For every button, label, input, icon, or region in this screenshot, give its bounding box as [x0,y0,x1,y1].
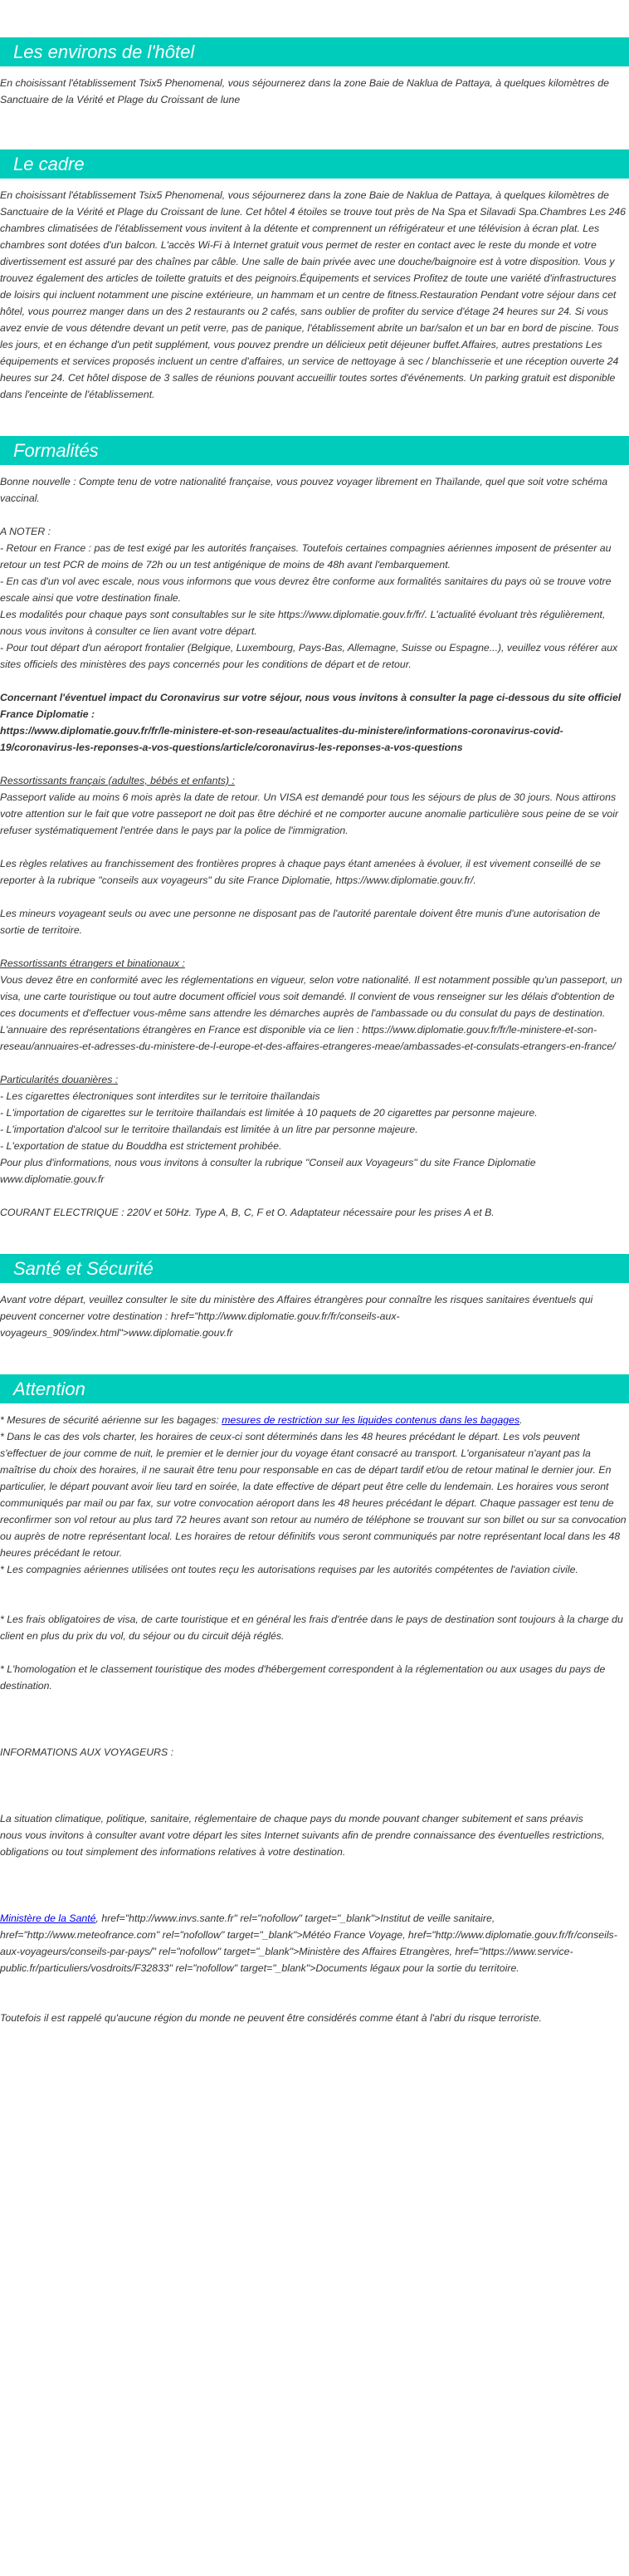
useful-sites-text: , href="http://www.invs.sante.fr" rel="nofollow" target="_blank">Institut de veille sanitaire, href="http://www.meteofrance.com" rel="nofollow" target="_blank">Météo France Voyage, href="http://www.diplomatie.gouv.fr/fr/conseils-aux-voyageurs/conseils-par-pays/" rel="nofollow" target="_blank">Ministère des Affaires Etrangères, href="https://www.service-public.fr/particuliers/vosdroits/F32833" rel="nofollow" target="_blank">Documents légaux pour la sortie du territoire. [0,1912,617,1974]
electric-current-text: COURANT ELECTRIQUE : 220V et 50Hz. Type A, B, C, F et O. Adaptateur nécessaire pour les prises A et B. [0,1207,495,1218]
health-ministry-link[interactable]: Ministère de la Santé [0,1912,96,1924]
fr-nationals-label: Ressortissants français (adultes, bébés et enfants) : [0,775,235,786]
section-header-formalites: Formalités [0,436,629,465]
cadre-section [0,187,629,403]
attention-section [0,1412,629,2026]
environs-text: En choisissant l'établissement Tsix5 Phenomenal, vous séjournerez dans la zone Baie de Naklua de Pattaya, à quelques kilomètres de Sanctuaire de la Vérité et Plage du Croissant de lune [0,77,609,105]
baggage-measures [0,1412,627,1428]
fr-nationals-text: Passeport valide au moins 6 mois après la date de retour. Un VISA est demandé pour tous les séjours de plus de 30 jours. Nous attirons votre attention sur le fait que votre passeport ne doit pas être déchiré et ne comporter aucune anomalie particulière sous peine de se voir refuser systématiquement l'entrée dans le pays par la police de l'immigration. [0,791,619,836]
a-noter-label: A NOTER : [0,526,51,537]
traveler-info-label: INFORMATIONS AUX VOYAGEURS : [0,1746,174,1758]
section-header-cadre: Le cadre [0,149,629,179]
useful-sites [0,1910,627,1976]
situation-text: La situation climatique, politique, sanitaire, réglementaire de chaque pays du monde pouvant changer subitement et sans préavis nous vous invitons à consulter avant votre départ les sites Internet suivants afin de prendre connaissance des éventuelles restrictions, obligations ou tout simplement des informations relatives à votre destination. [0,1813,605,1858]
foreign-nationals-text: Vous devez être en conformité avec les réglementations en vigueur, selon votre nationalité. Il est notamment possible qu'un passeport, un visa, une carte touristique ou tout autre document officiel vous soit demandé. Il convient de vous renseigner sur les délais d'obtention de ces documents et d'effectuer vous-même sans attendre les démarches auprès de l'ambassade ou du consulat du pays de destination. L'annuaire des représentations étrangères en France est disponible via ce lien : https://www.diplomatie.gouv.fr/fr/le-ministere-et-son-reseau/annuaires-et-adresses-du-ministere-de-l-europe-et-des-affaires-etrangeres-meae/ambassades-et-consulats-etrangers-en-france/ [0,974,622,1052]
customs-text: - Les cigarettes électroniques sont interdites sur le territoire thaïlandais - L'importation de cigarettes sur le territoire thaïlandais est limitée à 10 paquets de 20 cigarettes par personne majeure. - L'importation d'alcool sur le territoire thaïlandais est limitée à un litre par personne majeure. - L'exportation de statue du Bouddha est strictement prohibée. Pour plus d'informations, nous vous invitons à consulter la rubrique "Conseil aux Voyageurs" du site France Diplomatie www.diplomatie.gouv.fr [0,1090,538,1185]
minors-text: Les mineurs voyageant seuls ou avec une personne ne disposant pas de l'autorité parentale doivent être munis d'une autorisation de sortie de territoire. [0,908,601,936]
charter-schedule-text: * Dans le cas des vols charter, les horaires de ceux-ci sont déterminés dans les 48 heures précédant le départ. Les vols peuvent s'effectuer de jour comme de nuit, le premier et le dernier jour du voyage étant consacré au transport. L'organisateur n'ayant pas la maîtrise du choix des horaires, il ne saurait être tenu pour responsable en cas de départ tardif et/ou de retour matinal le dernier jour. En particulier, le départ pouvant avoir lieu tard en soirée, la date effective de départ peut être celle du lendemain. Les horaires vous seront communiqués par mail ou par fax, sur votre convocation aéroport dans les 48 heures précédant le départ. Chaque passager est tenu de reconfirmer son vol retour au plus tard 72 heures avant son retour au numéro de téléphone se trouvant sur son billet ou sur sa convocation ou auprès de notre représentant local. Les horaires de retour définitifs vous seront communiqués par notre représentant local dans les 48 heures précédant le retour. * Les compagnies aériennes utilisées ont toutes reçu les autorisations requises par les autorités compétentes de l'aviation civile. [0,1431,627,1575]
baggage-measures-suffix: . [519,1414,523,1426]
section-header-environs: Les environs de l'hôtel [0,37,629,66]
baggage-measures-prefix: * Mesures de sécurité aérienne sur les bagages: [0,1414,222,1426]
sante-text: Avant votre départ, veuillez consulter le site du ministère des Affaires étrangères pour connaître les risques sanitaires éventuels qui peuvent concerner votre destination : href="http://www.diplomatie.gouv.fr/fr/conseils-aux-voyageurs_909/index.html">www.diplomatie.gouv.fr [0,1294,593,1339]
covid-notice: Concernant l'éventuel impact du Coronavirus sur votre séjour, nous vous invitons à consulter la page ci-dessous du site officiel France Diplomatie : https://www.diplomatie.gouv.fr/fr/le-ministere-et-son-reseau/actualites-du-ministere/informations-coronavirus-covid-19/coronavirus-les-reponses-a-vos-questions/article/coronavirus-les-reponses-a-vos-questions [0,692,622,753]
cadre-text: En choisissant l'établissement Tsix5 Phenomenal, vous séjournerez dans la zone Baie de Naklua de Pattaya, à quelques kilomètres de Sanctuaire de la Vérité et Plage du Croissant de lune. Cet hôtel 4 étoiles se trouve tout près de Na Spa et Silavadi Spa.Chambres Les 246 chambres climatisées de l'établissement vous invitent à la détente et comprennent un réfrigérateur et une télévision à écran plat. Les chambres sont dotées d'un balcon. L'accès Wi-Fi à Internet gratuit vous permet de rester en contact avec le reste du monde et votre divertissement est assuré par des chaînes par câble. Une salle de bain privée avec une douche/baignoire est à votre disposition. Vous y trouvez également des articles de toilette gratuits et des peignoirs.Équipements et services Profitez de toute une variété d'infrastructures de loisirs qui incluent notamment une piscine extérieure, un hammam et un centre de fitness.Restauration Pendant votre séjour dans cet hôtel, vous pourrez manger dans un des 2 restaurants ou 2 cafés, sans oublier de profiter du service d'étage 24 heures sur 24. Si vous avez envie de vous détendre devant un petit verre, pas de panique, l'établissement abrite un bar/salon et un bar en bord de piscine. Tous les jours, et en échange d'un petit supplément, vous pouvez prendre un délicieux petit déjeuner buffet.Affaires, autres prestations Les équipements et services proposés incluent un centre d'affaires, un service de nettoyage à sec / blanchisserie et une réception ouverte 24 heures sur 24. Cet hôtel dispose de 3 salles de réunions pouvant accueillir toutes sortes d'événements. Un parking gratuit est disponible dans l'enceinte de l'établissement. [0,189,626,400]
border-rules-text: Les règles relatives au franchissement des frontières propres à chaque pays étant amenées à évoluer, il est vivement conseillé de se reporter à la rubrique "conseils aux voyageurs" du site France Diplomatie, https://www.diplomatie.gouv.fr/. [0,858,601,886]
formalites-intro: Bonne nouvelle : Compte tenu de votre nationalité française, vous pouvez voyager librement en Thaïlande, quel que soit votre schéma vaccinal. [0,476,608,504]
homologation-text: * L'homologation et le classement touristique des modes d'hébergement correspondent à la réglementation ou aux usages du pays de destination. [0,1663,606,1692]
foreign-nationals-label: Ressortissants étrangers et binationaux : [0,957,185,969]
liquids-restriction-link[interactable]: mesures de restriction sur les liquides contenus dans les bagages [222,1414,520,1426]
a-noter-text: - Retour en France : pas de test exigé par les autorités françaises. Toutefois certaines compagnies aériennes imposent de présenter au retour un test PCR de moins de 72h ou un test antigénique de moins de 48h avant l'embarquement. - En cas d'un vol avec escale, nous vous informons que vous devrez être conforme aux formalités sanitaires du pays où se trouve votre escale ainsi que votre destination finale. Les modalités pour chaque pays sont consultables sur le site https://www.diplomatie.gouv.fr/fr/. L'actualité évoluant très régulièrement, nous vous invitons à consulter ce lien avant votre départ. - Pour tout départ d'un aéroport frontalier (Belgique, Luxembourg, Pays-Bas, Allemagne, Suisse ou Espagne...), veuillez vous référer aux sites officiels des ministères des pays concernés pour les conditions de départ et de retour. [0,542,618,670]
section-header-attention: Attention [0,1374,629,1403]
formalites-section [0,473,629,1221]
environs-section [0,75,629,108]
customs-label: Particularités douanières : [0,1074,119,1085]
section-header-sante: Santé et Sécurité [0,1254,629,1283]
terrorism-text: Toutefois il est rappelé qu'aucune région du monde ne peuvent être considérés comme étant à l'abri du risque terroriste. [0,2012,542,2024]
sante-section [0,1291,629,1341]
visa-fees-text: * Les frais obligatoires de visa, de carte touristique et en général les frais d'entrée dans le pays de destination sont toujours à la charge du client en plus du prix du vol, du séjour ou du circuit déjà réglés. [0,1614,623,1642]
